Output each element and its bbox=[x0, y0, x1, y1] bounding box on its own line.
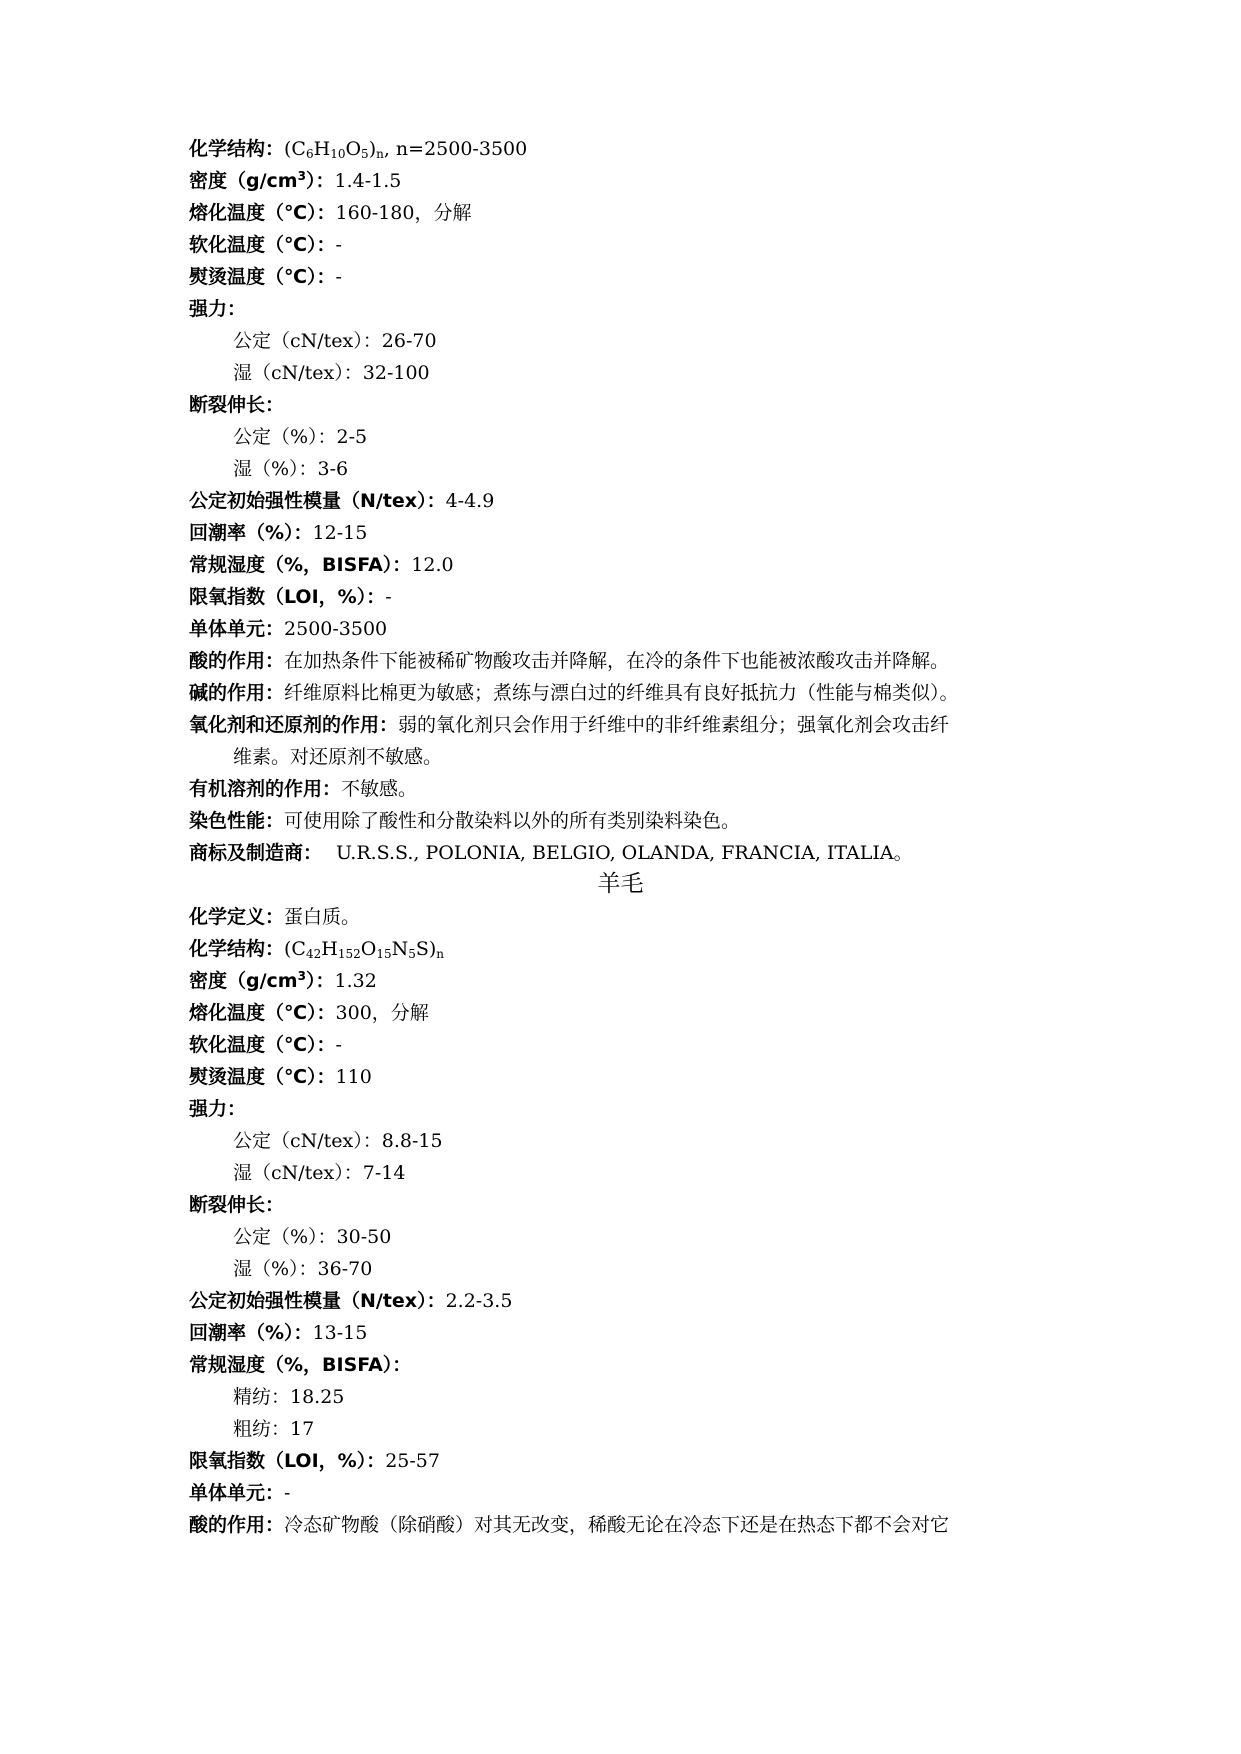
s1-loi: 限氧指数（LOI，%）：- bbox=[189, 586, 392, 608]
s1-melting-temp: 熔化温度（℃）：160-180，分解 bbox=[189, 202, 472, 224]
s1-moisture-regain: 回潮率（%）：12-15 bbox=[189, 522, 368, 544]
s2-softening-temp: 软化温度（℃）：- bbox=[189, 1034, 342, 1056]
s1-trademark: 商标及制造商： U.R.S.S., POLONIA, BELGIO, OLANDA, FRANCIA, ITALIA。 bbox=[189, 842, 913, 864]
s2-elongation-wet: 湿（%）：36-70 bbox=[233, 1258, 373, 1280]
s2-elongation-conditioned: 公定（%）：30-50 bbox=[233, 1226, 392, 1248]
s2-modulus: 公定初始强性模量（N/tex）：2.2-3.5 bbox=[189, 1290, 513, 1312]
s2-melting-temp: 熔化温度（℃）：300，分解 bbox=[189, 1002, 429, 1024]
section-title: 羊毛 bbox=[597, 871, 644, 897]
s2-chemical-definition: 化学定义：蛋白质。 bbox=[189, 906, 361, 928]
s1-standard-humidity: 常规湿度（%，BISFA）：12.0 bbox=[189, 554, 454, 576]
s2-ironing-temp: 熨烫温度（℃）：110 bbox=[189, 1066, 372, 1088]
s1-dyeing: 染色性能：可使用除了酸性和分散染料以外的所有类别染料染色。 bbox=[189, 810, 741, 832]
s1-strength-wet: 湿（cN/tex）：32-100 bbox=[233, 362, 430, 384]
s1-organic-solvent: 有机溶剂的作用：不敏感。 bbox=[189, 778, 418, 800]
s2-moisture-regain: 回潮率（%）：13-15 bbox=[189, 1322, 368, 1344]
formula: $(C_{42}H_{152}O_{15}N_5S)_n$ bbox=[284, 938, 445, 961]
formula: $(C_6H_{10}O_5)_n$, n=2500-3500 bbox=[284, 138, 528, 161]
s1-ironing-temp: 熨烫温度（℃）：- bbox=[189, 266, 342, 288]
value: 1.4-1.5 bbox=[334, 170, 402, 192]
s1-strength-heading: 强力： bbox=[189, 298, 247, 320]
s2-humidity-worsted: 精纺：18.25 bbox=[233, 1386, 345, 1408]
s2-density: 密度$(g/cm^3)$：1.32 bbox=[189, 969, 377, 992]
s2-elongation-heading: 断裂伸长： bbox=[189, 1194, 285, 1216]
s1-modulus: 公定初始强性模量（N/tex）：4-4.9 bbox=[189, 490, 495, 512]
label: 化学结构： bbox=[189, 138, 285, 160]
s1-alkali: 碱的作用：纤维原料比棉更为敏感；煮练与漂白过的纤维具有良好抵抗力（性能与棉类似）。 bbox=[189, 682, 959, 704]
s1-oxidizing: 氧化剂和还原剂的作用：弱的氧化剂只会作用于纤维中的非纤维素组分；强氧化剂会攻击纤 bbox=[189, 714, 950, 736]
s2-loi: 限氧指数（LOI，%）：25-57 bbox=[189, 1450, 440, 1472]
s2-strength-conditioned: 公定（cN/tex）：8.8-15 bbox=[233, 1130, 443, 1152]
s2-strength-wet: 湿（cN/tex）：7-14 bbox=[233, 1162, 406, 1184]
s1-elongation-conditioned: 公定（%）：2-5 bbox=[233, 426, 368, 448]
s1-chemical-structure bbox=[189, 137, 527, 161]
label: 密度$(g/cm^3)$： bbox=[189, 169, 335, 192]
s1-monomer: 单体单元：2500-3500 bbox=[189, 618, 388, 640]
s2-acid: 酸的作用：冷态矿物酸（除硝酸）对其无改变，稀酸无论在冷态下还是在热态下都不会对它 bbox=[189, 1514, 950, 1536]
s1-elongation-wet: 湿（%）：3-6 bbox=[233, 458, 349, 480]
s1-softening-temp: 软化温度（℃）：- bbox=[189, 234, 342, 256]
s1-oxidizing-cont: 维素。对还原剂不敏感。 bbox=[233, 746, 443, 768]
s2-strength-heading: 强力： bbox=[189, 1098, 247, 1120]
s2-monomer: 单体单元：- bbox=[189, 1482, 291, 1504]
s2-standard-humidity: 常规湿度（%，BISFA）： bbox=[189, 1354, 412, 1376]
s1-strength-conditioned: 公定（cN/tex）：26-70 bbox=[233, 330, 437, 352]
s2-humidity-woollen: 粗纺：17 bbox=[233, 1418, 315, 1440]
s2-chemical-structure: 化学结构：$(C_{42}H_{152}O_{15}N_5S)_n$ bbox=[189, 938, 445, 961]
s1-acid: 酸的作用：在加热条件下能被稀矿物酸攻击并降解，在冷的条件下也能被浓酸攻击并降解。 bbox=[189, 650, 950, 672]
s1-elongation-heading: 断裂伸长： bbox=[189, 394, 285, 416]
s1-density bbox=[189, 169, 401, 193]
